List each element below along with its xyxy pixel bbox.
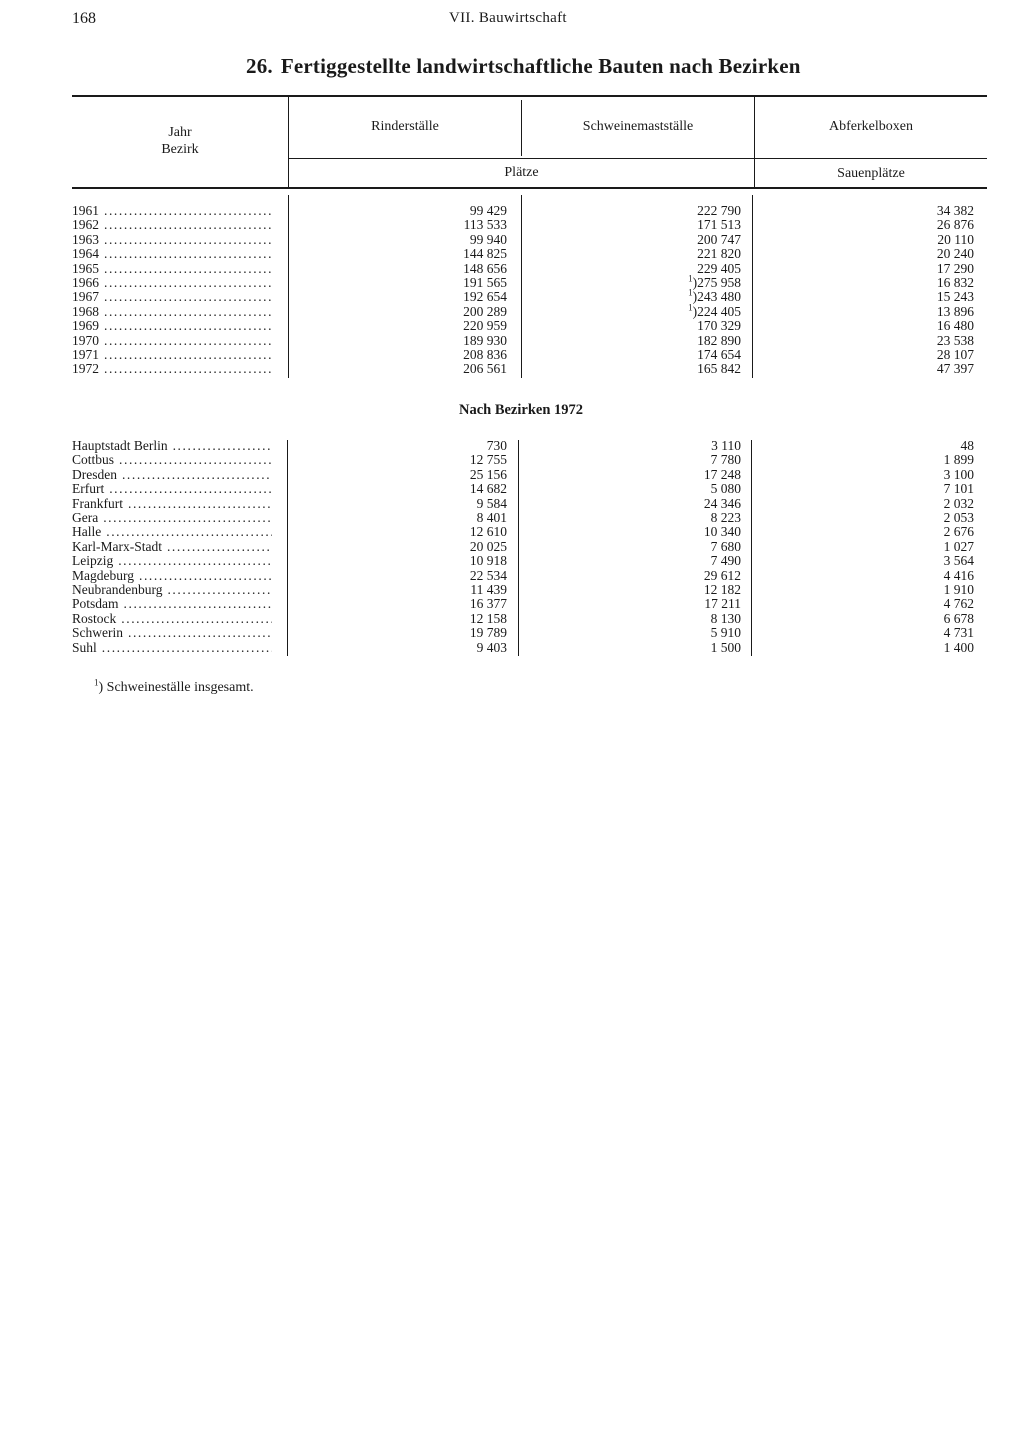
unit-sow-places-header: Sauenplätze [837, 166, 905, 181]
footnote-mark: 1 [94, 677, 99, 688]
row-label: Cottbus ..... [72, 453, 272, 467]
cell-rinder: 12 158 [469, 610, 507, 626]
cell-schweine: 3 110 [711, 438, 741, 453]
cell-rinder: 20 025 [469, 538, 507, 554]
cell-abferkel: 4 731 [943, 625, 974, 641]
cell-schweine-value: 221 820 [697, 246, 741, 262]
cell-rinder: 189 930 [463, 332, 507, 348]
footnote-mark: 1 [688, 302, 693, 313]
cell-schweine [572, 233, 741, 247]
cell-schweine-value: 182 890 [697, 332, 741, 348]
cell-schweine: 10 340 [703, 524, 741, 540]
cell-rinder: 14 682 [469, 481, 507, 497]
row-label: Karl-Marx-Stadt ..... [72, 540, 272, 554]
table-row [72, 525, 987, 539]
table-row [72, 348, 987, 362]
top-rule [72, 95, 987, 97]
cell-abferkel: 28 107 [936, 347, 974, 362]
cell-abferkel: 1 400 [943, 639, 974, 655]
cell-schweine [572, 218, 741, 232]
table-row [72, 302, 987, 319]
cell-rinder: 19 789 [469, 625, 507, 641]
table-row [72, 468, 987, 482]
table-title [246, 54, 801, 79]
cell-rinder: 144 825 [463, 246, 507, 262]
cell-schweine: 7 780 [710, 452, 741, 468]
cell-schweine [572, 204, 741, 218]
row-label: 1962 ..... [72, 218, 272, 232]
row-label: 1972 ..... [72, 362, 272, 376]
row-label: 1965 ..... [72, 262, 272, 276]
cell-schweine-value: 200 747 [697, 231, 741, 247]
row-label: 1971 ..... [72, 348, 272, 362]
col3-header: Abferkelboxen [829, 119, 913, 134]
row-label: 1967 ..... [72, 290, 272, 304]
cell-schweine-value: 170 329 [697, 318, 741, 334]
cell-schweine [572, 247, 741, 261]
col1-header: Rinderställe [371, 119, 439, 134]
table-row [72, 319, 987, 333]
table-row [72, 262, 987, 276]
cell-abferkel: 17 290 [936, 260, 974, 276]
cell-rinder: 192 654 [463, 289, 507, 305]
cell-schweine-value: 222 790 [697, 203, 741, 218]
cell-abferkel: 34 382 [936, 203, 974, 218]
cell-rinder: 12 755 [469, 452, 507, 468]
cell-abferkel: 1 910 [943, 582, 974, 597]
cell-rinder: 8 401 [476, 510, 507, 525]
cell-schweine-value: )243 480 [692, 289, 741, 305]
cell-abferkel: 16 832 [936, 275, 974, 290]
cell-schweine: 7 680 [710, 538, 741, 554]
cell-schweine [572, 302, 741, 319]
stub-header-year: Jahr [168, 125, 192, 140]
cell-rinder: 10 918 [469, 553, 507, 569]
cell-schweine: 24 346 [703, 495, 741, 511]
cell-schweine: 5 080 [710, 481, 741, 497]
cell-abferkel: 6 678 [943, 610, 974, 626]
section-title: Nach Bezirken 1972 [458, 402, 584, 418]
cell-abferkel: 1 027 [943, 538, 974, 554]
cell-rinder: 220 959 [463, 318, 507, 334]
row-label: Dresden ..... [72, 468, 272, 482]
table-row [72, 287, 987, 305]
cell-schweine [572, 262, 741, 276]
row-label: Neubrandenburg ..... [72, 583, 272, 597]
table-row [72, 626, 987, 640]
row-label: 1964 ..... [72, 247, 272, 261]
row-label: 1970 ..... [72, 334, 272, 348]
table-row [72, 569, 987, 583]
cell-rinder: 99 429 [469, 203, 507, 218]
table-row [72, 511, 987, 525]
table-row [72, 439, 987, 453]
footnote [94, 677, 254, 696]
table-row [72, 273, 987, 290]
row-label: Gera ..... [72, 511, 272, 525]
row-label: Frankfurt ..... [72, 497, 272, 511]
cell-schweine: 1 500 [710, 639, 741, 655]
cell-schweine: 5 910 [710, 625, 741, 641]
cell-abferkel: 3 100 [943, 466, 974, 482]
table-row [72, 554, 987, 568]
table-row [72, 247, 987, 261]
header-subrule [289, 158, 987, 159]
cell-abferkel: 20 110 [937, 231, 974, 247]
row-label: 1969 ..... [72, 319, 272, 333]
row-label: Suhl ..... [72, 641, 272, 655]
cell-rinder: 11 439 [470, 582, 507, 597]
cell-schweine-value: 229 405 [697, 260, 741, 276]
cell-rinder: 200 289 [463, 303, 507, 319]
table-row [72, 482, 987, 496]
cell-schweine [572, 319, 741, 333]
cell-abferkel: 23 538 [936, 332, 974, 348]
cell-schweine [572, 348, 741, 362]
table-row [72, 233, 987, 247]
table-row [72, 612, 987, 626]
row-label: Schwerin ..... [72, 626, 272, 640]
cell-schweine [572, 287, 741, 305]
footnote-text: ) Schweineställe insgesamt. [98, 680, 254, 695]
cell-abferkel: 13 896 [936, 303, 974, 319]
row-label: Hauptstadt Berlin ..... [72, 439, 272, 453]
cell-rinder: 730 [486, 438, 507, 453]
cell-rinder: 9 403 [476, 639, 507, 655]
cell-schweine-value: 174 654 [697, 347, 741, 362]
cell-rinder: 191 565 [463, 275, 507, 290]
row-label: Magdeburg ..... [72, 569, 272, 583]
row-label: 1966 ..... [72, 276, 272, 290]
cell-schweine: 29 612 [703, 567, 741, 583]
cell-abferkel: 16 480 [936, 318, 974, 334]
table-row [72, 641, 987, 655]
stub-header [72, 124, 288, 158]
table-title-text: Fertiggestellte landwirtschaftliche Bauten nach Bezirken [280, 54, 801, 78]
row-label: Rostock ..... [72, 612, 272, 626]
cell-rinder: 16 377 [469, 596, 507, 612]
cell-rinder: 25 156 [469, 466, 507, 482]
cell-abferkel: 7 101 [943, 481, 974, 497]
stub-header-district: Bezirk [161, 142, 199, 157]
table-row [72, 218, 987, 232]
row-label: 1961 ..... [72, 204, 272, 218]
table-row [72, 597, 987, 611]
cell-abferkel: 15 243 [936, 289, 974, 305]
row-label: 1968 ..... [72, 305, 272, 319]
cell-abferkel: 26 876 [936, 217, 974, 233]
cell-abferkel: 1 899 [943, 452, 974, 468]
cell-rinder: 113 533 [463, 217, 507, 233]
cell-rinder: 9 584 [476, 495, 507, 511]
col2-header: Schweinemastställe [582, 119, 694, 134]
cell-abferkel: 2 676 [943, 524, 974, 540]
cell-abferkel: 48 [960, 438, 974, 453]
cell-schweine-value: )224 405 [692, 303, 741, 319]
row-label: 1963 ..... [72, 233, 272, 247]
cell-rinder: 99 940 [469, 231, 507, 247]
cell-rinder: 22 534 [469, 567, 507, 583]
header-rule [72, 187, 987, 189]
cell-schweine [572, 362, 741, 376]
footnote-mark: 1 [688, 273, 693, 284]
footnote-mark: 1 [688, 287, 693, 298]
table-row [72, 497, 987, 511]
table-number: 26. [246, 54, 273, 78]
table-row [72, 334, 987, 348]
cell-abferkel: 20 240 [936, 246, 974, 262]
unit-places-header: Plätze [504, 165, 539, 180]
row-label: Erfurt ..... [72, 482, 272, 496]
row-label: Potsdam ..... [72, 597, 272, 611]
cell-rinder: 12 610 [469, 524, 507, 540]
cell-schweine-value: )275 958 [692, 275, 741, 290]
cell-abferkel: 2 053 [943, 510, 974, 525]
cell-abferkel: 47 397 [936, 361, 974, 377]
table-row [72, 540, 987, 554]
cell-schweine: 12 182 [703, 582, 741, 597]
table-row [72, 583, 987, 597]
table-row [72, 362, 987, 376]
cell-schweine-value: 165 842 [697, 361, 741, 377]
cell-schweine-value: 171 513 [697, 217, 741, 233]
cell-schweine [572, 334, 741, 348]
cell-schweine: 17 248 [703, 466, 741, 482]
cell-rinder: 148 656 [463, 260, 507, 276]
cell-schweine: 7 490 [710, 553, 741, 569]
cell-schweine: 17 211 [704, 596, 741, 612]
cell-abferkel: 4 416 [943, 567, 974, 583]
cell-abferkel: 2 032 [943, 495, 974, 511]
running-head: VII. Bauwirtschaft [449, 10, 567, 26]
table-row [72, 204, 987, 218]
cell-schweine: 8 130 [710, 610, 741, 626]
row-label: Halle ..... [72, 525, 272, 539]
cell-rinder: 206 561 [463, 361, 507, 377]
cell-abferkel: 4 762 [943, 596, 974, 612]
table-row [72, 453, 987, 467]
cell-abferkel: 3 564 [943, 553, 974, 569]
row-label: Leipzig ..... [72, 554, 272, 568]
cell-rinder: 208 836 [463, 347, 507, 362]
page-number: 168 [72, 10, 96, 27]
cell-schweine: 8 223 [710, 510, 741, 525]
